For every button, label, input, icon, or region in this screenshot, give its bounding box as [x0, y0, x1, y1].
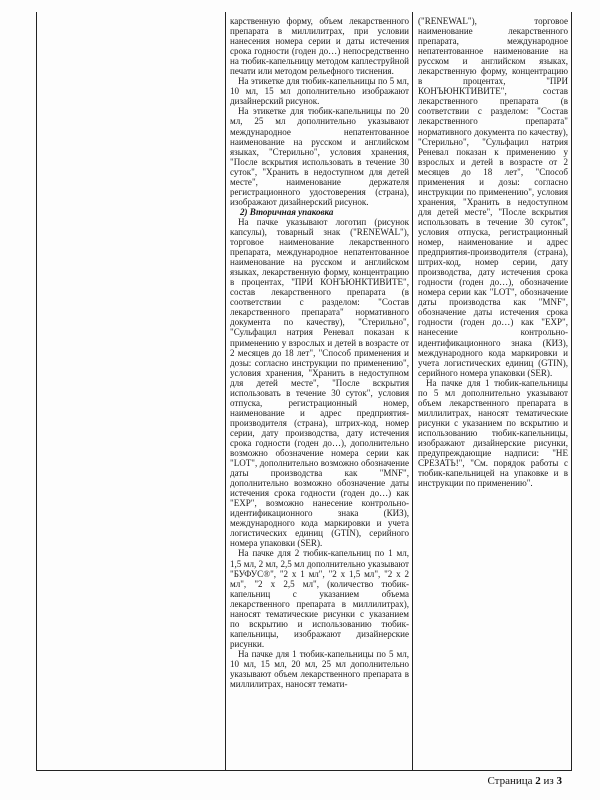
table-column-spec: [226, 12, 413, 770]
spec-paragraph: На этикетке для тюбик-капельницы по 5 мл, 10 мл, 15 мл дополнительно изображают дизайнерский рисунок.: [230, 76, 409, 107]
spec-paragraph: На пачке для 1 тюбик-капельницы по 5 мл, 10 мл, 15 мл, 20 мл, 25 мл дополнительно указывают объем лекарственного препарата в миллилитрах, наносят темати-: [230, 648, 409, 690]
page-separator: из: [543, 775, 554, 787]
spec-table: [36, 12, 572, 771]
spec-paragraph: На пачке для 1 тюбик-капельницы по 5 мл дополнительно указывают объем лекарственного препарата в миллилитрах, наносят тематические рисунки с указанием по вскрытию и использованию тюбик-капельницы, изображают дизайнерские рисунки, предупреждающие надписи: "НЕ СРЕЗАТЬ!", "См. порядок работы с тюбик-капельницей на упаковке и в инструкции по применению".: [418, 377, 568, 489]
spec-paragraph: На пачке указывают логотип (рисунок капсулы), товарный знак ("RENEWAL"), торговое наименование лекарственного препарата, международное непатентованное наименование на русском и английском языках, лекарственную форму, концентрацию в процентах, "ПРИ КОНЪЮНКТИВИТЕ", состав лекарственного препарата (в соответствии с разделом: "Состав лекарственного препарата" нормативного документа по качеству), "Стерильно", "Сульфацил натрия Реневал показан к применению у взрослых и детей в возрасте от 2 месяцев до 18 лет", "Способ применения и дозы: согласно инструкции по применению", условия хранения, "Хранить в недоступном для детей месте", "После вскрытия использовать в течение 30 суток", условия отпуска, регистрационный номер, наименование и адрес предприятия-производителя (страна), штрих-код, номер серии, дату производства, дату истечения срока годности (годен до…), дополнительно возможно обозначение номера серии как "LOT", дополнительно возможно обозначение даты производства как "MNF", дополнительно возможно обозначение даты истечения срока годности (годен до…) как "EXP", возможно нанесение контрольно-идентификационного знака (КИЗ), международного кода маркировки и учета логистических единиц (GTIN), серийного номера упаковки (SER).: [230, 216, 409, 549]
page-prefix: Страница: [487, 775, 533, 787]
current-page: 2: [535, 775, 541, 787]
spec-paragraph: карственную форму, объем лекарственного препарата в миллилитрах, при условии нанесения номера серии и даты истечения срока годности (годен до…) непосредственно на тюбик-капельницу методом каплеструйной печати или методом рельефного тиснения.: [230, 16, 409, 77]
spec-paragraph: На пачке для 2 тюбик-капельниц по 1 мл, 1,5 мл, 2 мл, 2,5 мл дополнительно указывают "БУФУС®", "2 х 1 мл", "2 х 1,5 мл", "2 х 2 мл", "2 х 2,5 мл", (количество тюбик-капельниц с указанием объема лекарственного препарата в миллилитрах), наносят тематические рисунки с указанием по вскрытию и использованию тюбик-капельницы, изображают дизайнерские рисунки.: [230, 548, 409, 649]
spec-paragraph: ("RENEWAL"), торговое наименование лекарственного препарата, международное непатентованное наименование на русском и английском языках, лекарственную форму, концентрацию в процентах, "ПРИ КОНЪЮНКТИВИТЕ", состав лекарственного препарата (в соответствии с разделом: "Состав лекарственного препарата" нормативного документа по качеству), "Стерильно", "Сульфацил натрия Реневал показан к применению у взрослых и детей в возрасте от 2 месяцев до 18 лет", "Способ применения и дозы: согласно инструкции по применению", условия хранения, "Хранить в недоступном для детей месте", "После вскрытия использовать в течение 30 суток", условия отпуска, регистрационный номер, наименование и адрес предприятия-производителя (страна), штрих-код, номер серии, дату производства, дату истечения срока годности (годен до…), обозначение номера серии как "LOT", обозначение даты производства как "MNF", обозначение даты истечения срока годности (годен до…) как "EXP", нанесение контрольно-идентификационного знака (КИЗ), международного кода маркировки и учета логистических единиц (GTIN), серийного номера упаковки (SER).: [418, 16, 568, 378]
total-pages: 3: [556, 775, 562, 787]
table-column-empty: [37, 12, 226, 770]
table-column-proposed: [414, 12, 571, 770]
page-number: [487, 775, 562, 787]
section-heading: 2) Вторичная упаковка: [240, 206, 334, 217]
spec-paragraph: На этикетке для тюбик-капельницы по 20 мл, 25 мл дополнительно указывают международное непатентованное наименование на русском и английском языках, "Стерильно", условия хранения, "После вскрытия использовать в течение 30 суток", "Хранить в недоступном для детей месте", наименование держателя регистрационного удостоверения (страна), изображают дизайнерский рисунок.: [230, 106, 409, 207]
